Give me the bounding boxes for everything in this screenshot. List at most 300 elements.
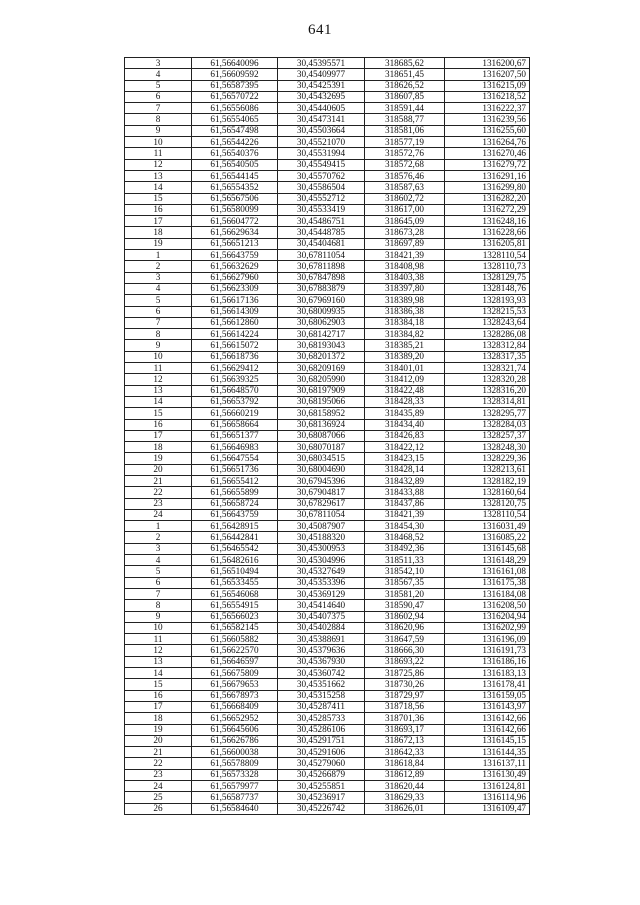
- latitude-cell: 61,56617136: [192, 295, 278, 306]
- point-number-cell: 1: [125, 250, 192, 261]
- latitude-cell: 61,56632629: [192, 261, 278, 272]
- latitude-cell: 61,56442841: [192, 532, 278, 543]
- y-coordinate-cell: 1316204,94: [445, 611, 530, 622]
- x-coordinate-cell: 318602,94: [365, 611, 445, 622]
- y-coordinate-cell: 1328213,61: [445, 464, 530, 475]
- point-number-cell: 7: [125, 588, 192, 599]
- y-coordinate-cell: 1328314,81: [445, 396, 530, 407]
- longitude-cell: 30,67904817: [278, 487, 365, 498]
- point-number-cell: 17: [125, 701, 192, 712]
- longitude-cell: 30,68209169: [278, 363, 365, 374]
- longitude-cell: 30,45266879: [278, 769, 365, 780]
- latitude-cell: 61,56629634: [192, 227, 278, 238]
- x-coordinate-cell: 318588,77: [365, 114, 445, 125]
- point-number-cell: 3: [125, 272, 192, 283]
- x-coordinate-cell: 318403,38: [365, 272, 445, 283]
- point-number-cell: 8: [125, 114, 192, 125]
- point-number-cell: 19: [125, 724, 192, 735]
- table-row: [125, 137, 530, 148]
- y-coordinate-cell: 1316282,20: [445, 193, 530, 204]
- point-number-cell: 18: [125, 442, 192, 453]
- y-coordinate-cell: 1316145,15: [445, 735, 530, 746]
- x-coordinate-cell: 318434,40: [365, 419, 445, 430]
- y-coordinate-cell: 1316218,52: [445, 91, 530, 102]
- longitude-cell: 30,45353396: [278, 577, 365, 588]
- table-row: [125, 295, 530, 306]
- y-coordinate-cell: 1316208,50: [445, 600, 530, 611]
- point-number-cell: 2: [125, 261, 192, 272]
- y-coordinate-cell: 1316137,11: [445, 758, 530, 769]
- x-coordinate-cell: 318626,01: [365, 803, 445, 814]
- x-coordinate-cell: 318437,86: [365, 498, 445, 509]
- table-row: [125, 396, 530, 407]
- point-number-cell: 14: [125, 182, 192, 193]
- y-coordinate-cell: 1316142,66: [445, 724, 530, 735]
- x-coordinate-cell: 318701,36: [365, 713, 445, 724]
- table-row: [125, 713, 530, 724]
- table-row: [125, 329, 530, 340]
- page-number: 641: [308, 22, 332, 38]
- table-row: [125, 645, 530, 656]
- point-number-cell: 1: [125, 521, 192, 532]
- x-coordinate-cell: 318642,33: [365, 747, 445, 758]
- y-coordinate-cell: 1328257,37: [445, 430, 530, 441]
- x-coordinate-cell: 318629,33: [365, 792, 445, 803]
- table-row: [125, 216, 530, 227]
- y-coordinate-cell: 1316114,96: [445, 792, 530, 803]
- latitude-cell: 61,56584640: [192, 803, 278, 814]
- latitude-cell: 61,56600038: [192, 747, 278, 758]
- latitude-cell: 61,56643759: [192, 250, 278, 261]
- longitude-cell: 30,45407375: [278, 611, 365, 622]
- point-number-cell: 22: [125, 758, 192, 769]
- point-number-cell: 3: [125, 58, 192, 69]
- x-coordinate-cell: 318567,35: [365, 577, 445, 588]
- x-coordinate-cell: 318572,76: [365, 148, 445, 159]
- latitude-cell: 61,56570722: [192, 91, 278, 102]
- y-coordinate-cell: 1316270,46: [445, 148, 530, 159]
- table-row: [125, 690, 530, 701]
- table-row: [125, 464, 530, 475]
- latitude-cell: 61,56554915: [192, 600, 278, 611]
- longitude-cell: 30,45409977: [278, 69, 365, 80]
- y-coordinate-cell: 1316144,35: [445, 747, 530, 758]
- table-row: [125, 408, 530, 419]
- y-coordinate-cell: 1328148,76: [445, 283, 530, 294]
- latitude-cell: 61,56629412: [192, 363, 278, 374]
- longitude-cell: 30,45369129: [278, 588, 365, 599]
- latitude-cell: 61,56658724: [192, 498, 278, 509]
- latitude-cell: 61,56547498: [192, 125, 278, 136]
- table-row: [125, 453, 530, 464]
- point-number-cell: 10: [125, 351, 192, 362]
- x-coordinate-cell: 318423,15: [365, 453, 445, 464]
- x-coordinate-cell: 318542,10: [365, 566, 445, 577]
- point-number-cell: 8: [125, 329, 192, 340]
- y-coordinate-cell: 1316200,67: [445, 58, 530, 69]
- latitude-cell: 61,56544145: [192, 170, 278, 181]
- longitude-cell: 30,45503664: [278, 125, 365, 136]
- point-number-cell: 9: [125, 125, 192, 136]
- y-coordinate-cell: 1328160,64: [445, 487, 530, 498]
- latitude-cell: 61,56646597: [192, 656, 278, 667]
- table-row: [125, 735, 530, 746]
- point-number-cell: 20: [125, 464, 192, 475]
- x-coordinate-cell: 318581,20: [365, 588, 445, 599]
- y-coordinate-cell: 1316183,13: [445, 668, 530, 679]
- table-row: [125, 781, 530, 792]
- longitude-cell: 30,67811898: [278, 261, 365, 272]
- longitude-cell: 30,67969160: [278, 295, 365, 306]
- point-number-cell: 6: [125, 577, 192, 588]
- point-number-cell: 24: [125, 509, 192, 520]
- longitude-cell: 30,45379636: [278, 645, 365, 656]
- y-coordinate-cell: 1328110,73: [445, 261, 530, 272]
- table-row: [125, 668, 530, 679]
- y-coordinate-cell: 1328110,54: [445, 250, 530, 261]
- table-row: [125, 656, 530, 667]
- y-coordinate-cell: 1328129,75: [445, 272, 530, 283]
- y-coordinate-cell: 1316109,47: [445, 803, 530, 814]
- y-coordinate-cell: 1316299,80: [445, 182, 530, 193]
- x-coordinate-cell: 318693,22: [365, 656, 445, 667]
- latitude-cell: 61,56668409: [192, 701, 278, 712]
- longitude-cell: 30,45300953: [278, 543, 365, 554]
- y-coordinate-cell: 1316186,16: [445, 656, 530, 667]
- table-row: [125, 193, 530, 204]
- point-number-cell: 6: [125, 91, 192, 102]
- y-coordinate-cell: 1316142,66: [445, 713, 530, 724]
- table-row: [125, 724, 530, 735]
- point-number-cell: 11: [125, 148, 192, 159]
- point-number-cell: 3: [125, 543, 192, 554]
- y-coordinate-cell: 1316196,09: [445, 634, 530, 645]
- point-number-cell: 7: [125, 103, 192, 114]
- point-number-cell: 8: [125, 600, 192, 611]
- point-number-cell: 21: [125, 475, 192, 486]
- longitude-cell: 30,45388691: [278, 634, 365, 645]
- longitude-cell: 30,68193043: [278, 340, 365, 351]
- table-row: [125, 204, 530, 215]
- table-row: [125, 509, 530, 520]
- longitude-cell: 30,45279060: [278, 758, 365, 769]
- point-number-cell: 19: [125, 238, 192, 249]
- longitude-cell: 30,68009935: [278, 306, 365, 317]
- longitude-cell: 30,45087907: [278, 521, 365, 532]
- longitude-cell: 30,67811054: [278, 250, 365, 261]
- longitude-cell: 30,45432695: [278, 91, 365, 102]
- table-row: [125, 283, 530, 294]
- x-coordinate-cell: 318492,36: [365, 543, 445, 554]
- y-coordinate-cell: 1328316,20: [445, 385, 530, 396]
- longitude-cell: 30,45188320: [278, 532, 365, 543]
- latitude-cell: 61,56660219: [192, 408, 278, 419]
- coordinates-table-body: [125, 58, 530, 815]
- y-coordinate-cell: 1316279,72: [445, 159, 530, 170]
- x-coordinate-cell: 318620,96: [365, 622, 445, 633]
- longitude-cell: 30,45286106: [278, 724, 365, 735]
- longitude-cell: 30,67847898: [278, 272, 365, 283]
- x-coordinate-cell: 318645,09: [365, 216, 445, 227]
- point-number-cell: 9: [125, 340, 192, 351]
- y-coordinate-cell: 1316161,08: [445, 566, 530, 577]
- latitude-cell: 61,56675809: [192, 668, 278, 679]
- table-row: [125, 58, 530, 69]
- table-row: [125, 250, 530, 261]
- point-number-cell: 17: [125, 430, 192, 441]
- longitude-cell: 30,45404681: [278, 238, 365, 249]
- y-coordinate-cell: 1316222,37: [445, 103, 530, 114]
- table-row: [125, 475, 530, 486]
- x-coordinate-cell: 318468,52: [365, 532, 445, 543]
- point-number-cell: 12: [125, 374, 192, 385]
- y-coordinate-cell: 1328229,36: [445, 453, 530, 464]
- latitude-cell: 61,56580099: [192, 204, 278, 215]
- x-coordinate-cell: 318389,98: [365, 295, 445, 306]
- point-number-cell: 15: [125, 679, 192, 690]
- y-coordinate-cell: 1328243,64: [445, 317, 530, 328]
- longitude-cell: 30,45440605: [278, 103, 365, 114]
- point-number-cell: 2: [125, 532, 192, 543]
- y-coordinate-cell: 1328320,28: [445, 374, 530, 385]
- table-row: [125, 430, 530, 441]
- x-coordinate-cell: 318428,33: [365, 396, 445, 407]
- x-coordinate-cell: 318590,47: [365, 600, 445, 611]
- latitude-cell: 61,56604772: [192, 216, 278, 227]
- latitude-cell: 61,56428915: [192, 521, 278, 532]
- x-coordinate-cell: 318577,19: [365, 137, 445, 148]
- latitude-cell: 61,56465542: [192, 543, 278, 554]
- y-coordinate-cell: 1316291,16: [445, 170, 530, 181]
- point-number-cell: 11: [125, 634, 192, 645]
- latitude-cell: 61,56615072: [192, 340, 278, 351]
- point-number-cell: 9: [125, 611, 192, 622]
- longitude-cell: 30,68205990: [278, 374, 365, 385]
- latitude-cell: 61,56578809: [192, 758, 278, 769]
- latitude-cell: 61,56647554: [192, 453, 278, 464]
- x-coordinate-cell: 318617,00: [365, 204, 445, 215]
- x-coordinate-cell: 318433,88: [365, 487, 445, 498]
- latitude-cell: 61,56658664: [192, 419, 278, 430]
- x-coordinate-cell: 318386,38: [365, 306, 445, 317]
- table-row: [125, 170, 530, 181]
- latitude-cell: 61,56655899: [192, 487, 278, 498]
- y-coordinate-cell: 1316130,49: [445, 769, 530, 780]
- x-coordinate-cell: 318428,14: [365, 464, 445, 475]
- y-coordinate-cell: 1316178,41: [445, 679, 530, 690]
- x-coordinate-cell: 318422,48: [365, 385, 445, 396]
- point-number-cell: 12: [125, 645, 192, 656]
- longitude-cell: 30,45304996: [278, 555, 365, 566]
- longitude-cell: 30,45255851: [278, 781, 365, 792]
- table-row: [125, 521, 530, 532]
- point-number-cell: 11: [125, 363, 192, 374]
- longitude-cell: 30,45291606: [278, 747, 365, 758]
- y-coordinate-cell: 1316184,08: [445, 588, 530, 599]
- longitude-cell: 30,45395571: [278, 58, 365, 69]
- latitude-cell: 61,56679653: [192, 679, 278, 690]
- x-coordinate-cell: 318673,28: [365, 227, 445, 238]
- coordinates-table: [124, 57, 530, 815]
- table-row: [125, 159, 530, 170]
- table-row: [125, 363, 530, 374]
- point-number-cell: 19: [125, 453, 192, 464]
- x-coordinate-cell: 318618,84: [365, 758, 445, 769]
- latitude-cell: 61,56645606: [192, 724, 278, 735]
- y-coordinate-cell: 1316255,60: [445, 125, 530, 136]
- latitude-cell: 61,56652952: [192, 713, 278, 724]
- y-coordinate-cell: 1316191,73: [445, 645, 530, 656]
- y-coordinate-cell: 1316239,56: [445, 114, 530, 125]
- y-coordinate-cell: 1328317,35: [445, 351, 530, 362]
- x-coordinate-cell: 318620,44: [365, 781, 445, 792]
- table-row: [125, 340, 530, 351]
- y-coordinate-cell: 1316145,68: [445, 543, 530, 554]
- longitude-cell: 30,45521070: [278, 137, 365, 148]
- longitude-cell: 30,45586504: [278, 182, 365, 193]
- point-number-cell: 18: [125, 713, 192, 724]
- point-number-cell: 4: [125, 555, 192, 566]
- point-number-cell: 23: [125, 498, 192, 509]
- point-number-cell: 24: [125, 781, 192, 792]
- latitude-cell: 61,56678973: [192, 690, 278, 701]
- x-coordinate-cell: 318572,68: [365, 159, 445, 170]
- table-row: [125, 69, 530, 80]
- latitude-cell: 61,56609592: [192, 69, 278, 80]
- table-row: [125, 498, 530, 509]
- table-row: [125, 792, 530, 803]
- longitude-cell: 30,45402884: [278, 622, 365, 633]
- y-coordinate-cell: 1316248,16: [445, 216, 530, 227]
- x-coordinate-cell: 318389,20: [365, 351, 445, 362]
- latitude-cell: 61,56582145: [192, 622, 278, 633]
- latitude-cell: 61,56640096: [192, 58, 278, 69]
- y-coordinate-cell: 1328248,30: [445, 442, 530, 453]
- point-number-cell: 18: [125, 227, 192, 238]
- latitude-cell: 61,56482616: [192, 555, 278, 566]
- table-row: [125, 701, 530, 712]
- latitude-cell: 61,56648570: [192, 385, 278, 396]
- table-row: [125, 442, 530, 453]
- table-row: [125, 125, 530, 136]
- longitude-cell: 30,45473141: [278, 114, 365, 125]
- x-coordinate-cell: 318693,17: [365, 724, 445, 735]
- point-number-cell: 15: [125, 408, 192, 419]
- longitude-cell: 30,68062903: [278, 317, 365, 328]
- latitude-cell: 61,56618736: [192, 351, 278, 362]
- table-row: [125, 769, 530, 780]
- table-row: [125, 80, 530, 91]
- latitude-cell: 61,56614309: [192, 306, 278, 317]
- longitude-cell: 30,68158952: [278, 408, 365, 419]
- longitude-cell: 30,67811054: [278, 509, 365, 520]
- point-number-cell: 10: [125, 622, 192, 633]
- point-number-cell: 22: [125, 487, 192, 498]
- point-number-cell: 7: [125, 317, 192, 328]
- longitude-cell: 30,45315258: [278, 690, 365, 701]
- longitude-cell: 30,45291751: [278, 735, 365, 746]
- longitude-cell: 30,45531994: [278, 148, 365, 159]
- x-coordinate-cell: 318725,86: [365, 668, 445, 679]
- longitude-cell: 30,45549415: [278, 159, 365, 170]
- longitude-cell: 30,68087066: [278, 430, 365, 441]
- table-row: [125, 577, 530, 588]
- y-coordinate-cell: 1328110,54: [445, 509, 530, 520]
- table-row: [125, 532, 530, 543]
- longitude-cell: 30,45236917: [278, 792, 365, 803]
- latitude-cell: 61,56587737: [192, 792, 278, 803]
- longitude-cell: 30,68136924: [278, 419, 365, 430]
- table-row: [125, 634, 530, 645]
- longitude-cell: 30,68034515: [278, 453, 365, 464]
- longitude-cell: 30,45360742: [278, 668, 365, 679]
- y-coordinate-cell: 1328182,19: [445, 475, 530, 486]
- table-row: [125, 272, 530, 283]
- x-coordinate-cell: 318397,80: [365, 283, 445, 294]
- table-row: [125, 182, 530, 193]
- point-number-cell: 15: [125, 193, 192, 204]
- x-coordinate-cell: 318384,82: [365, 329, 445, 340]
- point-number-cell: 16: [125, 204, 192, 215]
- x-coordinate-cell: 318587,63: [365, 182, 445, 193]
- point-number-cell: 13: [125, 385, 192, 396]
- latitude-cell: 61,56651377: [192, 430, 278, 441]
- table-row: [125, 543, 530, 554]
- y-coordinate-cell: 1316215,09: [445, 80, 530, 91]
- longitude-cell: 30,45486751: [278, 216, 365, 227]
- latitude-cell: 61,56646983: [192, 442, 278, 453]
- latitude-cell: 61,56614224: [192, 329, 278, 340]
- longitude-cell: 30,45425391: [278, 80, 365, 91]
- x-coordinate-cell: 318435,89: [365, 408, 445, 419]
- point-number-cell: 13: [125, 170, 192, 181]
- x-coordinate-cell: 318591,44: [365, 103, 445, 114]
- table-row: [125, 679, 530, 690]
- y-coordinate-cell: 1316205,81: [445, 238, 530, 249]
- y-coordinate-cell: 1328295,77: [445, 408, 530, 419]
- latitude-cell: 61,56622570: [192, 645, 278, 656]
- table-row: [125, 317, 530, 328]
- table-row: [125, 566, 530, 577]
- x-coordinate-cell: 318384,18: [365, 317, 445, 328]
- x-coordinate-cell: 318666,30: [365, 645, 445, 656]
- y-coordinate-cell: 1328215,53: [445, 306, 530, 317]
- x-coordinate-cell: 318385,21: [365, 340, 445, 351]
- y-coordinate-cell: 1316207,50: [445, 69, 530, 80]
- point-number-cell: 12: [125, 159, 192, 170]
- latitude-cell: 61,56623309: [192, 283, 278, 294]
- longitude-cell: 30,45351662: [278, 679, 365, 690]
- point-number-cell: 14: [125, 668, 192, 679]
- longitude-cell: 30,45448785: [278, 227, 365, 238]
- x-coordinate-cell: 318647,59: [365, 634, 445, 645]
- table-row: [125, 261, 530, 272]
- x-coordinate-cell: 318602,72: [365, 193, 445, 204]
- table-row: [125, 487, 530, 498]
- point-number-cell: 21: [125, 747, 192, 758]
- latitude-cell: 61,56605882: [192, 634, 278, 645]
- x-coordinate-cell: 318612,89: [365, 769, 445, 780]
- latitude-cell: 61,56567506: [192, 193, 278, 204]
- latitude-cell: 61,56566023: [192, 611, 278, 622]
- longitude-cell: 30,67829617: [278, 498, 365, 509]
- longitude-cell: 30,67883879: [278, 283, 365, 294]
- longitude-cell: 30,45533419: [278, 204, 365, 215]
- table-row: [125, 758, 530, 769]
- longitude-cell: 30,45226742: [278, 803, 365, 814]
- table-row: [125, 588, 530, 599]
- x-coordinate-cell: 318426,83: [365, 430, 445, 441]
